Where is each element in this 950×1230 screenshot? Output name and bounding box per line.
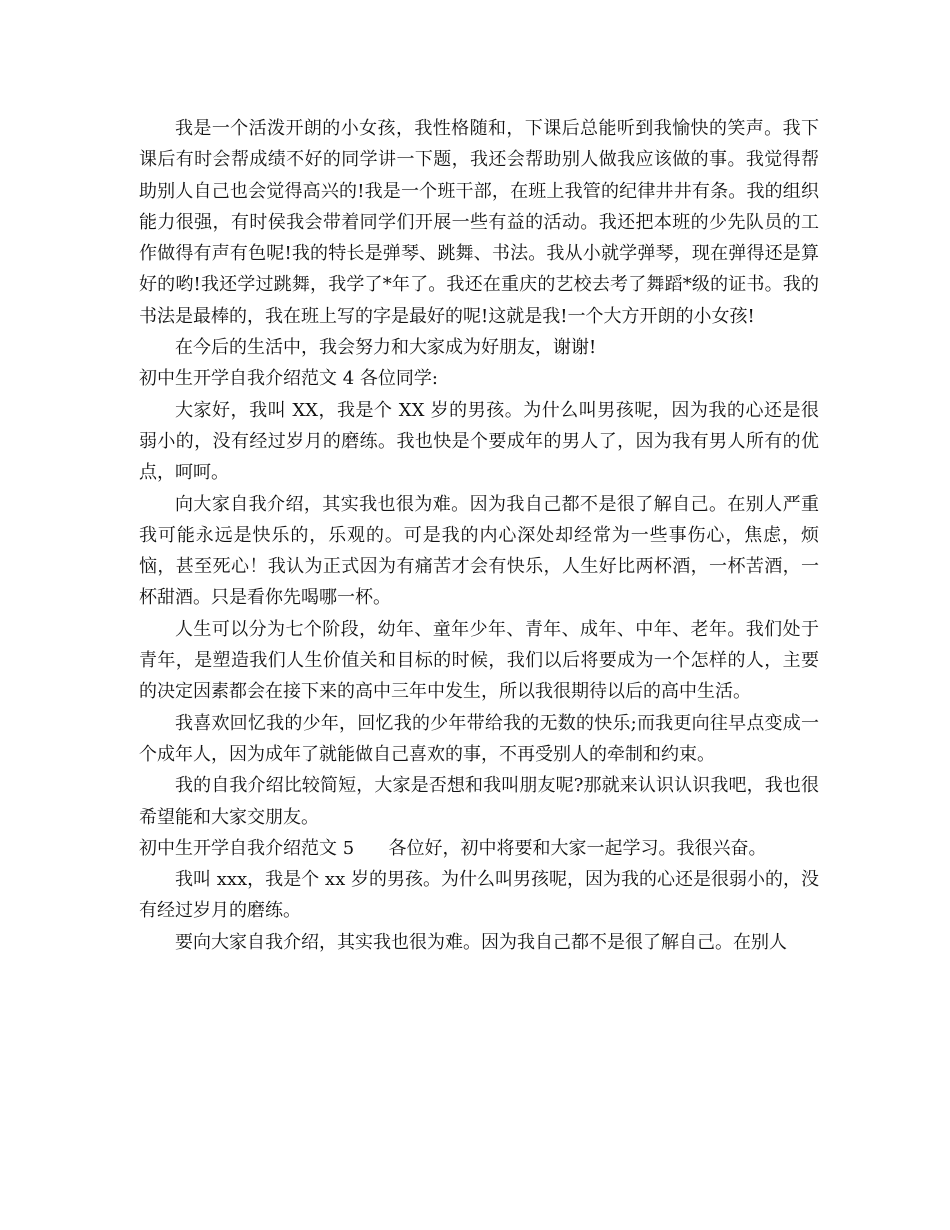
paragraph-closing-thanks: 在今后的生活中，我会努力和大家成为好朋友，谢谢! — [175, 337, 597, 359]
paragraph-self-understanding: 向大家自我介绍，其实我也很为难。因为我自己都不是很了解自己。在别人严重我可能永远是快乐的，乐观的。可是我的内心深处却经常为一些事伤心，焦虑，烦恼，甚至死心！我认为正式因为有痛苦才会有快乐，人生好比两杯酒，一杯苦酒，一杯甜酒。只是看你先喝哪一杯。 — [139, 493, 819, 609]
paragraph-make-friends: 我的自我介绍比较简短，大家是否想和我叫朋友呢?那就来认识认识我吧，我也很希望能和大家交朋友。 — [139, 775, 819, 828]
paragraph-self-intro-difficult: 要向大家自我介绍，其实我也很为难。因为我自己都不是很了解自己。在别人 — [175, 931, 787, 953]
paragraph-self-intro-girl: 我是一个活泼开朗的小女孩，我性格随和，下课后总能听到我愉快的笑声。我下课后有时会帮成绩不好的同学讲一下题，我还会帮助别人做我应该做的事。我觉得帮助别人自己也会觉得高兴的!我是一个班干部，在班上我管的纪律井井有条。我的组织能力很强，有时侯我会带着同学们开展一些有益的活动。我还把本班的少先队员的工作做得有声有色呢!我的特长是弹琴、跳舞、书法。我从小就学弹琴，现在弹得还是算好的哟!我还学过跳舞，我学了*年了。我还在重庆的艺校去考了舞蹈*级的证书。我的书法是最棒的，我在班上写的字是最好的呢!这就是我!一个大方开朗的小女孩! — [139, 118, 819, 327]
document-body — [139, 113, 819, 958]
paragraph-greeting-boy: 大家好，我叫 XX，我是个 XX 岁的男孩。为什么叫男孩呢，因为我的心还是很弱小的，没有经过岁月的磨练。我也快是个要成年的男人了，因为我有男人所有的优点，呵呵。 — [139, 399, 819, 484]
paragraph-memories-youth: 我喜欢回忆我的少年，回忆我的少年带给我的无数的快乐;而我更向往早点变成一个成年人，因为成年了就能做自己喜欢的事，不再受别人的牵制和约束。 — [139, 712, 819, 765]
section-heading-sample-5: 初中生开学自我介绍范文 5 各位好，初中将要和大家一起学习。我很兴奋。 — [139, 837, 767, 859]
section-heading-sample-4: 初中生开学自我介绍范文 4 各位同学: — [139, 368, 438, 390]
paragraph-name-age: 我叫 xxx，我是个 xx 岁的男孩。为什么叫男孩呢，因为我的心还是很弱小的，没有经过岁月的磨练。 — [139, 869, 819, 922]
paragraph-life-stages: 人生可以分为七个阶段，幼年、童年少年、青年、成年、中年、老年。我们处于青年，是塑造我们人生价值关和目标的时候，我们以后将要成为一个怎样的人，主要的决定因素都会在接下来的高中三年中发生，所以我很期待以后的高中生活。 — [139, 618, 819, 703]
